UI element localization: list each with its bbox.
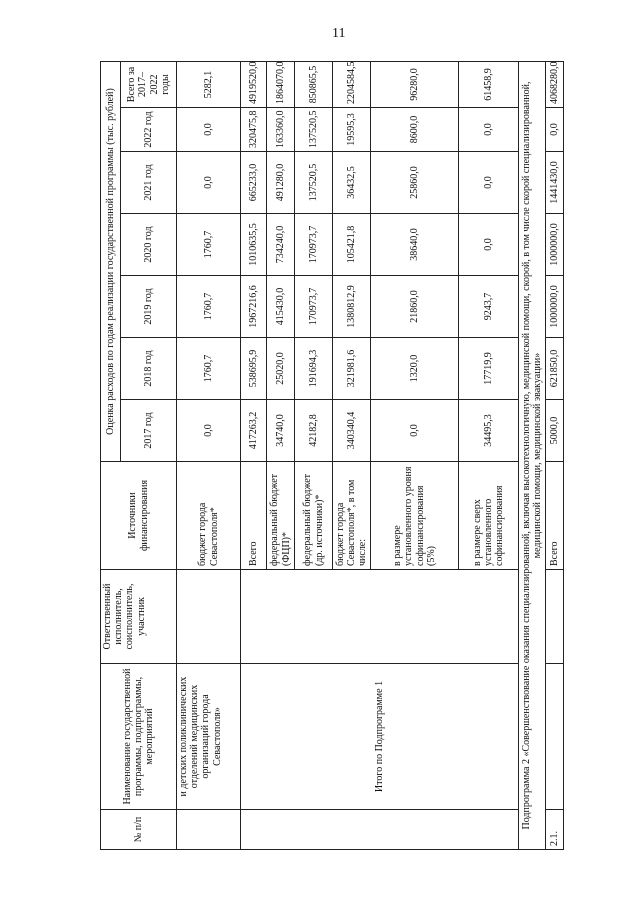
value-cell-total: 5282,1 (177, 61, 241, 107)
value-cell: 36432,5 (333, 152, 371, 214)
value-cell-total: 1864070,0 (267, 61, 295, 107)
value-cell: 0,0 (546, 108, 564, 152)
value-cell: 1320,0 (371, 338, 459, 400)
value-cell-total: 2204584,5 (333, 61, 371, 107)
value-cell: 665233,0 (241, 152, 267, 214)
value-cell: 417263,2 (241, 400, 267, 462)
value-cell: 538695,9 (241, 338, 267, 400)
year-header: 2022 год (121, 108, 177, 152)
value-cell: 491280,0 (267, 152, 295, 214)
value-cell-total: 96280,0 (371, 61, 459, 107)
subprogram-row (519, 61, 546, 849)
value-cell: 0,0 (177, 152, 241, 214)
value-cell: 1010635,5 (241, 214, 267, 276)
value-cell: 0,0 (459, 152, 519, 214)
col-source-header: Источники финансирования (101, 462, 177, 570)
value-cell: 0,0 (177, 400, 241, 462)
value-cell: 340340,4 (333, 400, 371, 462)
table-row (241, 61, 267, 849)
value-cell: 1760,7 (177, 276, 241, 338)
value-cell: 137520,5 (295, 108, 333, 152)
budget-table (100, 61, 564, 850)
year-header: 2021 год (121, 152, 177, 214)
value-cell: 163360,0 (267, 108, 295, 152)
source-cell: федеральный бюджет (ФЦП)* (267, 462, 295, 570)
total-label: Итого по Подпрограмме 1 (241, 664, 519, 810)
value-cell: 5000,0 (546, 400, 564, 462)
value-cell-total: 850865,5 (295, 61, 333, 107)
value-cell: 1000000,0 (546, 214, 564, 276)
value-cell: 1760,7 (177, 214, 241, 276)
table-row-top (177, 61, 241, 849)
source-cell: бюджет города Севастополя*, в том числе: (333, 462, 371, 570)
value-cell: 415430,0 (267, 276, 295, 338)
year-header: 2018 год (121, 338, 177, 400)
value-cell: 320475,8 (241, 108, 267, 152)
year-header: 2019 год (121, 276, 177, 338)
col-exec-header: Ответственный исполнитель, соисполнитель, участник (101, 570, 177, 664)
value-cell: 21860,0 (371, 276, 459, 338)
subprogram-2-title: Подпрограмма 2 «Совершенствование оказания специализированной, включая высокотехнологичную, медицинской помощи, скорой, в том числе скорой специализированной, медицинской помощи, медицинской эвакуации» (519, 61, 546, 849)
value-cell: 191694,3 (295, 338, 333, 400)
value-cell: 1967216,6 (241, 276, 267, 338)
page-number: 11 (332, 26, 346, 41)
value-cell: 17719,9 (459, 338, 519, 400)
source-cell: в размере сверх установленного софинансирования (459, 462, 519, 570)
value-cell: 1760,7 (177, 338, 241, 400)
value-cell: 137520,5 (295, 152, 333, 214)
source-cell: бюджет города Севастополя* (177, 462, 241, 570)
source-cell: Всего (546, 462, 564, 570)
value-cell: 19595,3 (333, 108, 371, 152)
col-num-header: № п/п (101, 810, 177, 850)
value-cell: 170973,7 (295, 214, 333, 276)
value-cell: 34495,3 (459, 400, 519, 462)
rotated-table-wrapper (100, 61, 560, 850)
value-cell: 9243,7 (459, 276, 519, 338)
value-cell: 8600,0 (371, 108, 459, 152)
value-cell-total: 4068280,0 (546, 61, 564, 107)
year-header-total: Всего за 2017–2022 годы (121, 61, 177, 107)
value-cell: 621850,0 (546, 338, 564, 400)
source-cell: федеральный бюджет (др. источники)* (295, 462, 333, 570)
value-cell-total: 61458,9 (459, 61, 519, 107)
value-cell: 0,0 (177, 108, 241, 152)
year-header: 2017 год (121, 400, 177, 462)
value-cell: 1441430,0 (546, 152, 564, 214)
value-cell: 170973,7 (295, 276, 333, 338)
row-number: 2.1. (546, 810, 564, 850)
header-row-1 (101, 61, 121, 849)
value-cell-total: 4919520,0 (241, 61, 267, 107)
value-cell: 734240,0 (267, 214, 295, 276)
value-cell: 25020,0 (267, 338, 295, 400)
name-continuation: и детских поликлинических отделений медицинских организаций города Севастополя» (177, 664, 241, 810)
value-cell: 0,0 (371, 400, 459, 462)
value-cell: 34740,0 (267, 400, 295, 462)
source-cell: Всего (241, 462, 267, 570)
col-name-header: Наименование государственной программы, подпрограммы, мероприятий (101, 664, 177, 810)
value-cell: 1380812,9 (333, 276, 371, 338)
col-group-header: Оценка расходов по годам реализации государственной программы (тыс. рублей) (101, 61, 121, 461)
value-cell: 38640,0 (371, 214, 459, 276)
source-cell: в размере установленного уровня софинансирования (5%) (371, 462, 459, 570)
year-header: 2020 год (121, 214, 177, 276)
value-cell: 42182,8 (295, 400, 333, 462)
value-cell: 105421,8 (333, 214, 371, 276)
value-cell: 0,0 (459, 108, 519, 152)
value-cell: 321981,6 (333, 338, 371, 400)
value-cell: 0,0 (459, 214, 519, 276)
table-row-2-1 (546, 61, 564, 849)
value-cell: 25860,0 (371, 152, 459, 214)
value-cell: 1000000,0 (546, 276, 564, 338)
